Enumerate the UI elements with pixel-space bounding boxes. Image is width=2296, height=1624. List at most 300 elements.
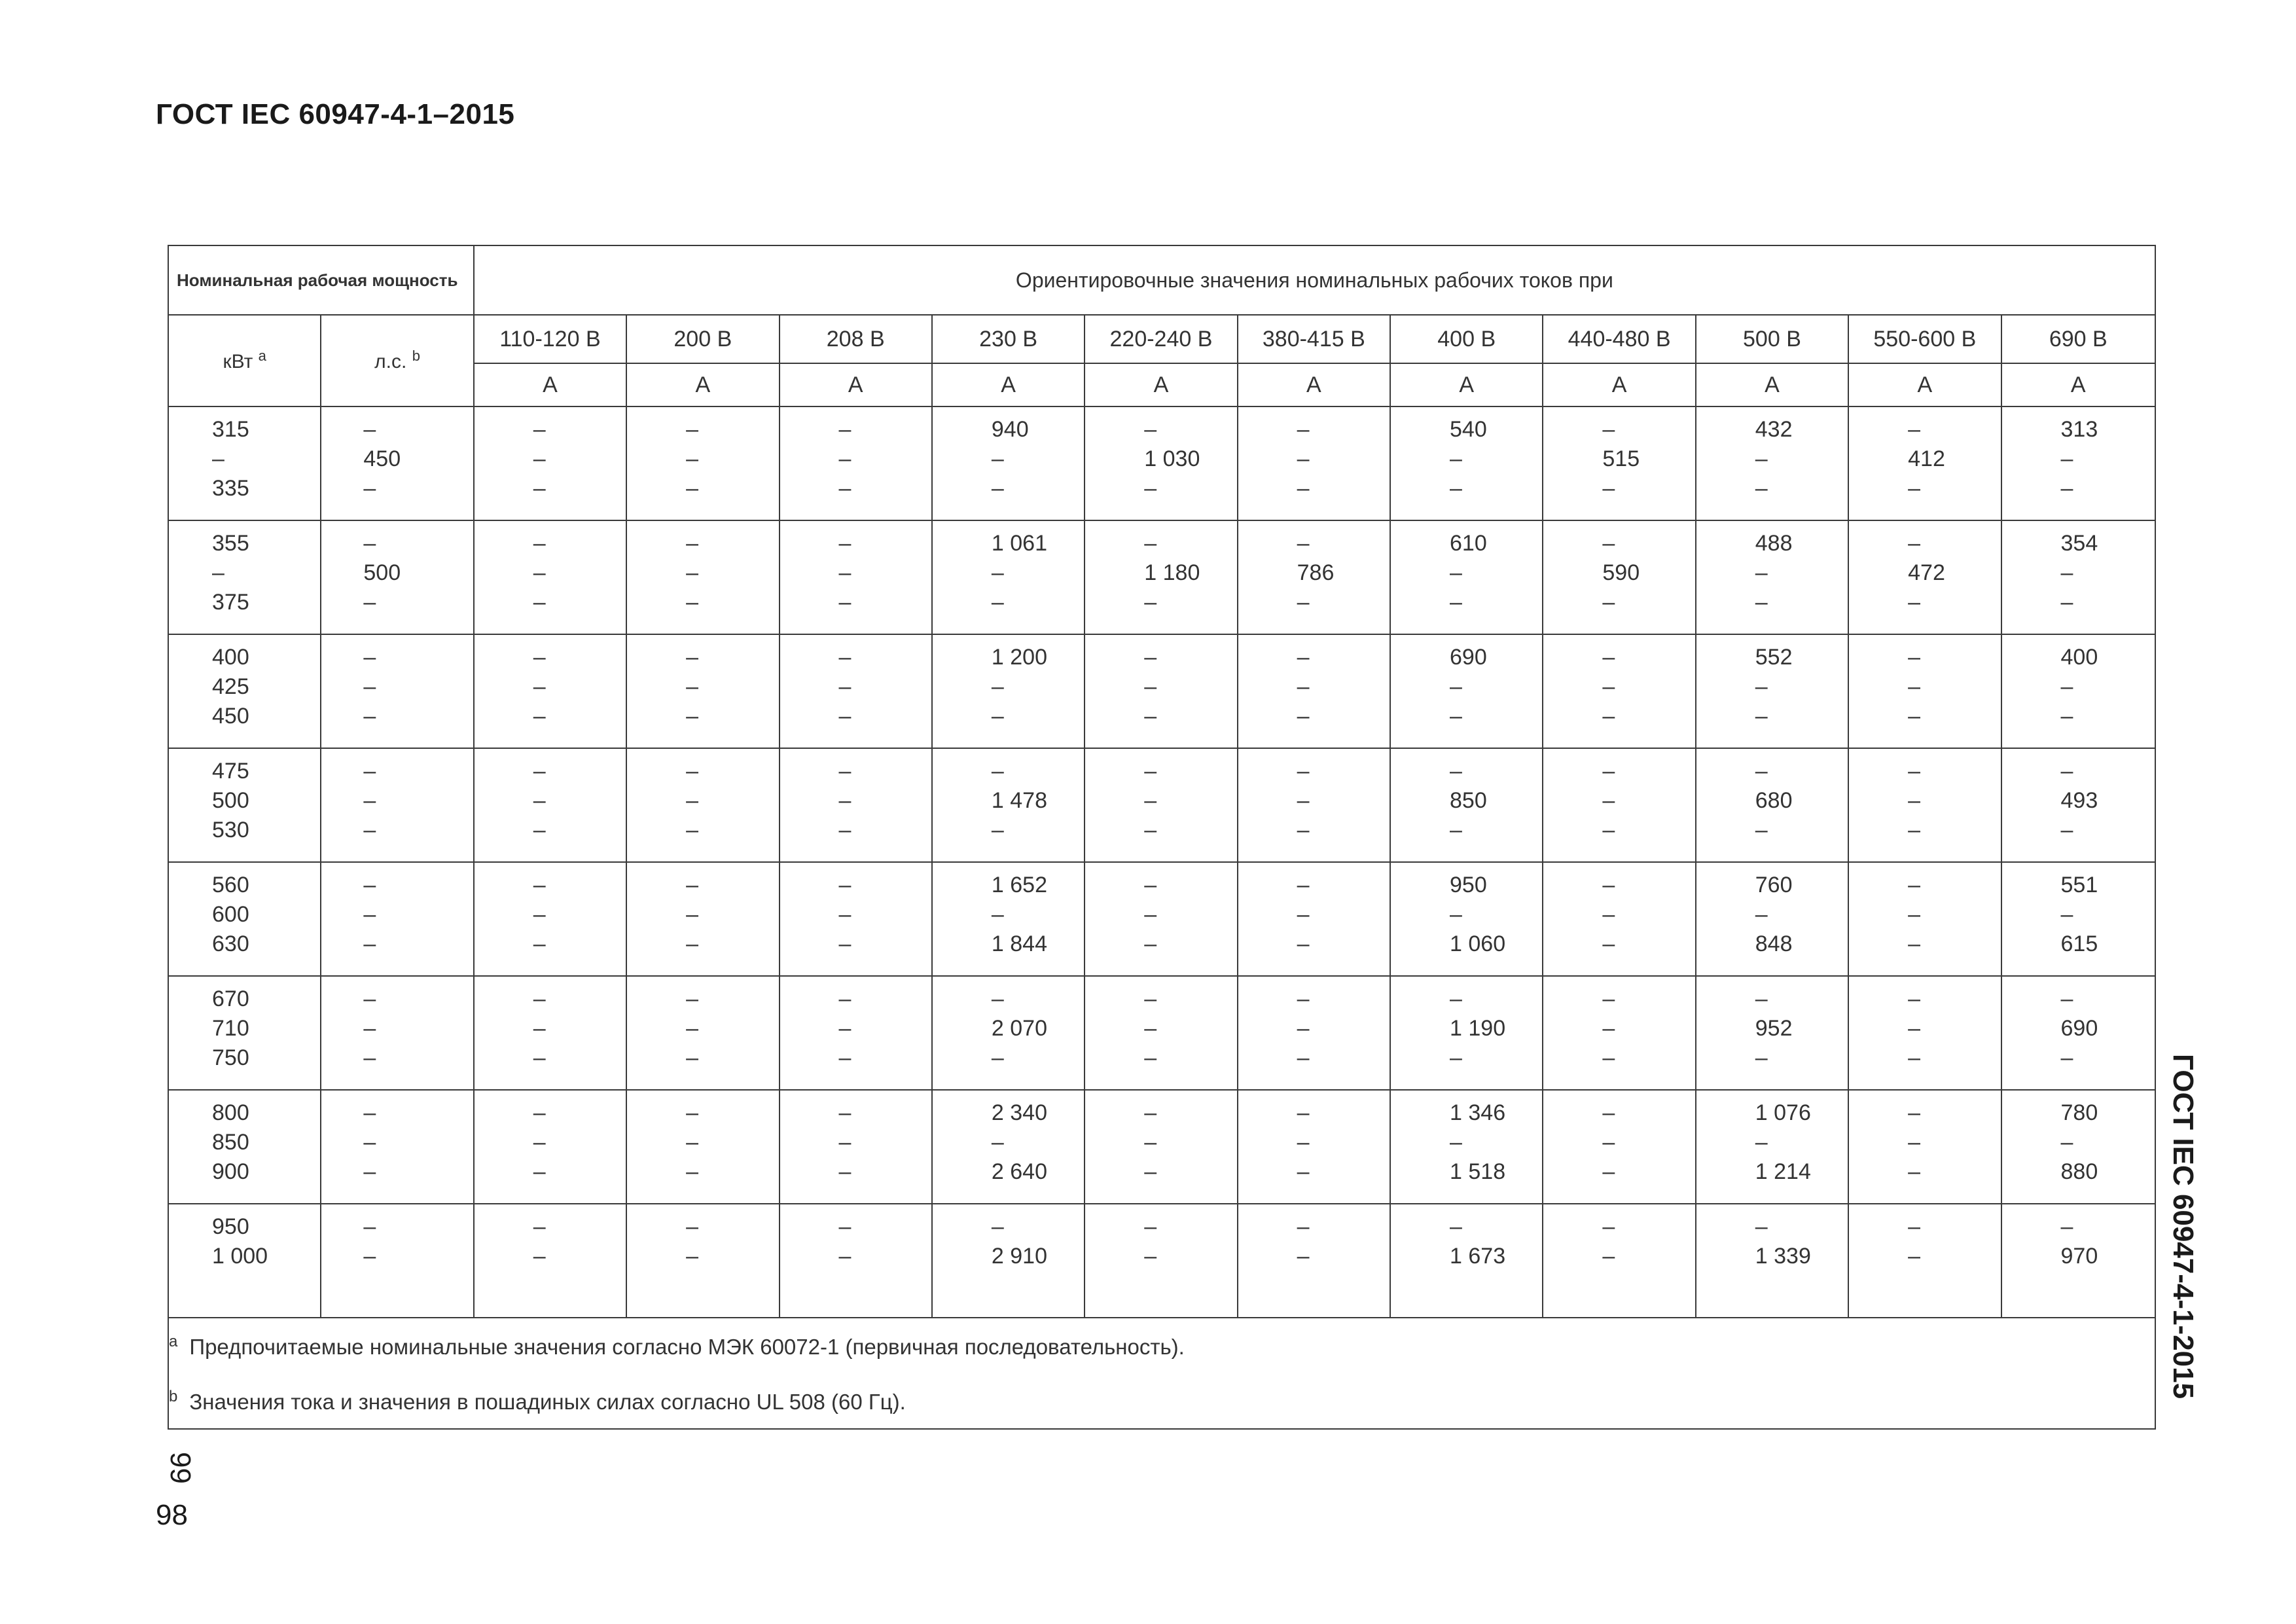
current-cell [1848, 862, 2001, 976]
current-cell [2001, 520, 2155, 634]
current-cell [1696, 862, 1848, 976]
cell-value: – [1755, 590, 1768, 615]
current-cell [474, 748, 626, 862]
cell-value: 2 340 [991, 1100, 1047, 1125]
cell-value: – [1144, 986, 1157, 1011]
cell-value: – [1602, 417, 1615, 442]
current-cell [2001, 634, 2155, 748]
current-cell [780, 1204, 932, 1318]
unit-header: A [1238, 363, 1390, 406]
current-cell [1238, 1090, 1390, 1204]
cell-value: – [1602, 1130, 1615, 1155]
cell-value: – [838, 1045, 852, 1070]
cell-value: – [2060, 1130, 2073, 1155]
cell-value: – [1450, 1130, 1462, 1155]
cell-value: 690 [2060, 1016, 2098, 1041]
cell-value: – [1297, 476, 1310, 501]
current-cell [1085, 1090, 1237, 1204]
cell-value: – [1602, 1016, 1615, 1041]
cell-value: 1 076 [1755, 1100, 1811, 1125]
kw-cell [168, 520, 321, 634]
cell-value: – [363, 986, 376, 1011]
cell-value: 488 [1755, 531, 1793, 556]
cell-value: – [1297, 1100, 1310, 1125]
cell-value: – [1755, 704, 1768, 729]
cell-value: 800 [212, 1100, 249, 1125]
current-cell [1085, 862, 1237, 976]
cell-value: 880 [2060, 1159, 2098, 1184]
cell-value: 400 [212, 645, 249, 670]
kw-cell [168, 634, 321, 748]
kw-cell [168, 406, 321, 520]
cell-value [1085, 1271, 1236, 1301]
cell-value: – [838, 476, 852, 501]
cell-value: – [363, 1045, 376, 1070]
cell-value: 690 [1450, 645, 1487, 670]
cell-value: – [1297, 1214, 1310, 1239]
table-row [168, 1090, 2155, 1204]
current-cell [1390, 1090, 1543, 1204]
cell-value: – [838, 788, 852, 813]
cell-value: – [1602, 1244, 1615, 1269]
voltage-header: 400 В [1390, 315, 1543, 363]
cell-value: – [838, 560, 852, 585]
cell-value: – [533, 1100, 546, 1125]
unit-header: A [1848, 363, 2001, 406]
current-cell [1238, 1204, 1390, 1318]
unit-header: A [474, 363, 626, 406]
current-cell [626, 1204, 779, 1318]
cell-value: – [1908, 818, 1921, 842]
cell-value: – [686, 788, 699, 813]
cell-value: 900 [212, 1159, 249, 1184]
cell-value: – [363, 704, 376, 729]
cell-value: – [991, 1214, 1004, 1239]
cell-value: – [363, 531, 376, 556]
cell-value: – [686, 902, 699, 927]
cell-value: – [1908, 645, 1921, 670]
cell-value: – [363, 674, 376, 699]
cell-value: – [533, 531, 546, 556]
cell-value: – [533, 1045, 546, 1070]
current-cell [1085, 520, 1237, 634]
cell-value: – [2060, 986, 2073, 1011]
cell-value: – [686, 931, 699, 956]
cell-value: – [1908, 1214, 1921, 1239]
cell-value [1391, 1271, 1542, 1301]
current-cell [474, 862, 626, 976]
cell-value: 493 [2060, 788, 2098, 813]
cell-value: – [1908, 1244, 1921, 1269]
cell-value: – [1602, 931, 1615, 956]
cell-value: – [1144, 1244, 1157, 1269]
cell-value: – [1755, 759, 1768, 784]
cell-value: – [363, 645, 376, 670]
cell-value: 475 [212, 759, 249, 784]
cell-value: – [991, 674, 1004, 699]
cell-value: 850 [1450, 788, 1487, 813]
cell-value: 515 [1602, 446, 1640, 471]
cell-value: – [1450, 1045, 1462, 1070]
current-cell [1696, 748, 1848, 862]
cell-value: 354 [2060, 531, 2098, 556]
cell-value: – [363, 931, 376, 956]
cell-value: 472 [1908, 560, 1945, 585]
cell-value: – [838, 1100, 852, 1125]
cell-value: 970 [2060, 1244, 2098, 1269]
table-row [168, 862, 2155, 976]
unit-header: A [1696, 363, 1848, 406]
current-cell [1238, 976, 1390, 1090]
cell-value: – [1602, 1045, 1615, 1070]
cell-value: – [838, 1159, 852, 1184]
hp-cell [321, 634, 473, 748]
cell-value: – [2060, 590, 2073, 615]
hp-cell [321, 1204, 473, 1318]
current-cell [1848, 1204, 2001, 1318]
kw-header: кВт $^a$ [168, 315, 321, 406]
cell-value: – [533, 417, 546, 442]
cell-value: – [1602, 818, 1615, 842]
cell-value: – [1144, 476, 1157, 501]
voltage-header: 500 В [1696, 315, 1848, 363]
current-cell [1238, 406, 1390, 520]
cell-value: – [1297, 446, 1310, 471]
cell-value: – [1908, 1159, 1921, 1184]
current-cell [1543, 976, 1695, 1090]
cell-value: – [1602, 476, 1615, 501]
cell-value: – [838, 590, 852, 615]
cell-value: – [1908, 476, 1921, 501]
cell-value: – [1602, 645, 1615, 670]
cell-value: – [533, 1244, 546, 1269]
cell-value: 1 673 [1450, 1244, 1506, 1269]
cell-value: – [1297, 873, 1310, 897]
current-cell [1848, 748, 2001, 862]
cell-value: – [363, 902, 376, 927]
cell-value: 1 180 [1144, 560, 1200, 585]
cell-value: – [1144, 902, 1157, 927]
voltage-header: 200 В [626, 315, 779, 363]
voltage-header: 208 В [780, 315, 932, 363]
unit-header: A [1390, 363, 1543, 406]
current-cell [1543, 1204, 1695, 1318]
cell-value: 375 [212, 590, 249, 615]
cell-value: – [1908, 931, 1921, 956]
cell-value: – [991, 476, 1004, 501]
cell-value [627, 1271, 778, 1301]
cell-value: – [1755, 902, 1768, 927]
cell-value: – [1144, 1100, 1157, 1125]
current-cell [1085, 976, 1237, 1090]
cell-value: – [838, 645, 852, 670]
current-cell [1390, 1204, 1543, 1318]
cell-value: – [838, 1130, 852, 1155]
cell-value: – [1297, 788, 1310, 813]
current-cell [1390, 862, 1543, 976]
cell-value: 940 [991, 417, 1029, 442]
current-cell [474, 1204, 626, 1318]
cell-value: 850 [212, 1130, 249, 1155]
current-cell [474, 976, 626, 1090]
cell-value: 950 [212, 1214, 249, 1239]
cell-value: – [1450, 476, 1462, 501]
unit-header: A [1085, 363, 1237, 406]
cell-value: 450 [363, 446, 401, 471]
cell-value: 710 [212, 1016, 249, 1041]
cell-value: – [1144, 590, 1157, 615]
cell-value: 1 652 [991, 873, 1047, 897]
current-cell [780, 634, 932, 748]
cell-value: 551 [2060, 873, 2098, 897]
cell-value: – [1755, 1130, 1768, 1155]
cell-value: – [1144, 645, 1157, 670]
cell-value: 1 061 [991, 531, 1047, 556]
unit-header: A [932, 363, 1085, 406]
cell-value: – [686, 1244, 699, 1269]
cell-value: – [1297, 674, 1310, 699]
cell-value: – [533, 759, 546, 784]
cell-value: – [686, 531, 699, 556]
current-cell [626, 862, 779, 976]
rotated-page-number: 99 [164, 1452, 196, 1484]
cell-value: – [1908, 590, 1921, 615]
cell-value [321, 1271, 473, 1301]
current-cell [626, 748, 779, 862]
cell-value: – [991, 446, 1004, 471]
cell-value: 400 [2060, 645, 2098, 670]
voltage-header: 110-120 В [474, 315, 626, 363]
cell-value: – [533, 446, 546, 471]
cell-value: – [686, 645, 699, 670]
cell-value: – [1908, 902, 1921, 927]
cell-value: – [991, 1045, 1004, 1070]
table-row [168, 406, 2155, 520]
cell-value: 1 478 [991, 788, 1047, 813]
table-row [168, 976, 2155, 1090]
cell-value: – [1450, 818, 1462, 842]
cell-value: – [686, 704, 699, 729]
cell-value: 335 [212, 476, 249, 501]
current-cell [1238, 862, 1390, 976]
cell-value: – [991, 1130, 1004, 1155]
current-cell [1543, 862, 1695, 976]
cell-value: – [1144, 704, 1157, 729]
voltage-header: 220-240 В [1085, 315, 1237, 363]
cell-value: – [1450, 704, 1462, 729]
current-cell [1543, 748, 1695, 862]
cell-value: – [1450, 446, 1462, 471]
kw-cell [168, 1090, 321, 1204]
cell-value: 760 [1755, 873, 1793, 897]
cell-value: – [838, 1244, 852, 1269]
current-cell [1848, 1090, 2001, 1204]
cell-value: – [2060, 674, 2073, 699]
cell-value: – [1450, 560, 1462, 585]
cell-value [169, 1271, 320, 1301]
cell-value: – [363, 1159, 376, 1184]
cell-value: – [991, 759, 1004, 784]
document-header: ГОСТ IEC 60947-4-1–2015 [156, 98, 515, 130]
cell-value: – [686, 1016, 699, 1041]
table-row [168, 634, 2155, 748]
cell-value: – [1144, 759, 1157, 784]
cell-value: 1 060 [1450, 931, 1506, 956]
cell-value: – [1297, 1016, 1310, 1041]
current-cell [1085, 406, 1237, 520]
hp-cell [321, 862, 473, 976]
cell-value: – [1450, 590, 1462, 615]
cell-value: – [212, 446, 224, 471]
cell-value: – [2060, 1214, 2073, 1239]
current-cell [1390, 634, 1543, 748]
cell-value: 615 [2060, 931, 2098, 956]
cell-value [1238, 1271, 1390, 1301]
current-cell [932, 1204, 1085, 1318]
current-cell [932, 748, 1085, 862]
hp-cell [321, 976, 473, 1090]
current-cell [1848, 634, 2001, 748]
cell-value: – [686, 446, 699, 471]
cell-value: – [838, 759, 852, 784]
current-cell [932, 1090, 1085, 1204]
cell-value: 750 [212, 1045, 249, 1070]
current-cell [1696, 634, 1848, 748]
cell-value: – [533, 1130, 546, 1155]
cell-value: – [363, 590, 376, 615]
cell-value: – [1908, 788, 1921, 813]
cell-value: – [1297, 417, 1310, 442]
cell-value: – [1297, 645, 1310, 670]
unit-header: A [1543, 363, 1695, 406]
current-cell [2001, 862, 2155, 976]
cell-value: – [838, 931, 852, 956]
current-cell [1543, 520, 1695, 634]
cell-value: – [991, 818, 1004, 842]
cell-value: – [2060, 759, 2073, 784]
cell-value: 952 [1755, 1016, 1793, 1041]
cell-value: 2 910 [991, 1244, 1047, 1269]
cell-value: – [1450, 1214, 1462, 1239]
cell-value: 313 [2060, 417, 2098, 442]
current-cell [932, 634, 1085, 748]
current-cell [1085, 748, 1237, 862]
cell-value: 500 [363, 560, 401, 585]
cell-value: – [1755, 1045, 1768, 1070]
current-cell [1696, 976, 1848, 1090]
hp-header: л.с. $^b$ [321, 315, 473, 406]
cell-value: 610 [1450, 531, 1487, 556]
cell-value: 2 070 [991, 1016, 1047, 1041]
table-row [168, 748, 2155, 862]
current-cell [1390, 748, 1543, 862]
cell-value: – [838, 986, 852, 1011]
cell-value: – [1144, 873, 1157, 897]
cell-value: – [1297, 986, 1310, 1011]
current-cell [932, 406, 1085, 520]
cell-value: 530 [212, 818, 249, 842]
current-cell [1696, 520, 1848, 634]
cell-value: – [1450, 759, 1462, 784]
cell-value: – [1602, 704, 1615, 729]
voltage-header: 230 В [932, 315, 1085, 363]
cell-value: – [686, 1159, 699, 1184]
cell-value: – [1755, 818, 1768, 842]
cell-value: – [1297, 1159, 1310, 1184]
cell-value: – [1297, 531, 1310, 556]
cell-value: – [363, 873, 376, 897]
cell-value: – [1755, 986, 1768, 1011]
cell-value: – [1908, 1100, 1921, 1125]
cell-value: – [1602, 674, 1615, 699]
cell-value: – [533, 902, 546, 927]
cell-value: – [533, 986, 546, 1011]
cell-value: – [533, 704, 546, 729]
cell-value: – [838, 818, 852, 842]
cell-value: – [1144, 1016, 1157, 1041]
cell-value: – [1450, 674, 1462, 699]
current-cell [474, 520, 626, 634]
current-cell [2001, 1204, 2155, 1318]
cell-value: – [2060, 818, 2073, 842]
cell-value: 2 640 [991, 1159, 1047, 1184]
current-cell [626, 634, 779, 748]
cell-value: – [363, 1130, 376, 1155]
cell-value: – [838, 902, 852, 927]
cell-value: 680 [1755, 788, 1793, 813]
cell-value: – [686, 674, 699, 699]
cell-value: – [1297, 818, 1310, 842]
cell-value: – [1144, 417, 1157, 442]
cell-value: 500 [212, 788, 249, 813]
cell-value: – [2060, 1045, 2073, 1070]
current-cell [1696, 1204, 1848, 1318]
current-cell [932, 520, 1085, 634]
cell-value: – [363, 417, 376, 442]
cell-value: – [1755, 476, 1768, 501]
cell-value: 560 [212, 873, 249, 897]
cell-value: – [1297, 1045, 1310, 1070]
cell-value: – [1908, 704, 1921, 729]
cell-value: – [2060, 476, 2073, 501]
cell-value: – [1602, 1100, 1615, 1125]
current-cell [626, 406, 779, 520]
current-cell [1085, 634, 1237, 748]
cell-value: – [1144, 1159, 1157, 1184]
current-cell [780, 520, 932, 634]
cell-value: 1 190 [1450, 1016, 1506, 1041]
cell-value: – [1755, 446, 1768, 471]
cell-value [1849, 1271, 2000, 1301]
voltage-header: 380-415 В [1238, 315, 1390, 363]
cell-value: – [533, 931, 546, 956]
current-cell [932, 976, 1085, 1090]
cell-value: 315 [212, 417, 249, 442]
footnote-a: $^a$ Предпочитаемые номинальные значения согласно МЭК 60072-1 (первичная последовательность). [168, 1318, 2155, 1373]
cell-value: – [991, 704, 1004, 729]
cell-value: – [686, 1100, 699, 1125]
cell-value: – [1908, 674, 1921, 699]
cell-value: – [212, 560, 224, 585]
kw-cell [168, 748, 321, 862]
current-cell [626, 976, 779, 1090]
rated-currents-table [168, 245, 2156, 1430]
cell-value: 1 214 [1755, 1159, 1811, 1184]
cell-value: – [1144, 531, 1157, 556]
cell-value: 552 [1755, 645, 1793, 670]
cell-value: – [1755, 674, 1768, 699]
cell-value: – [1602, 590, 1615, 615]
